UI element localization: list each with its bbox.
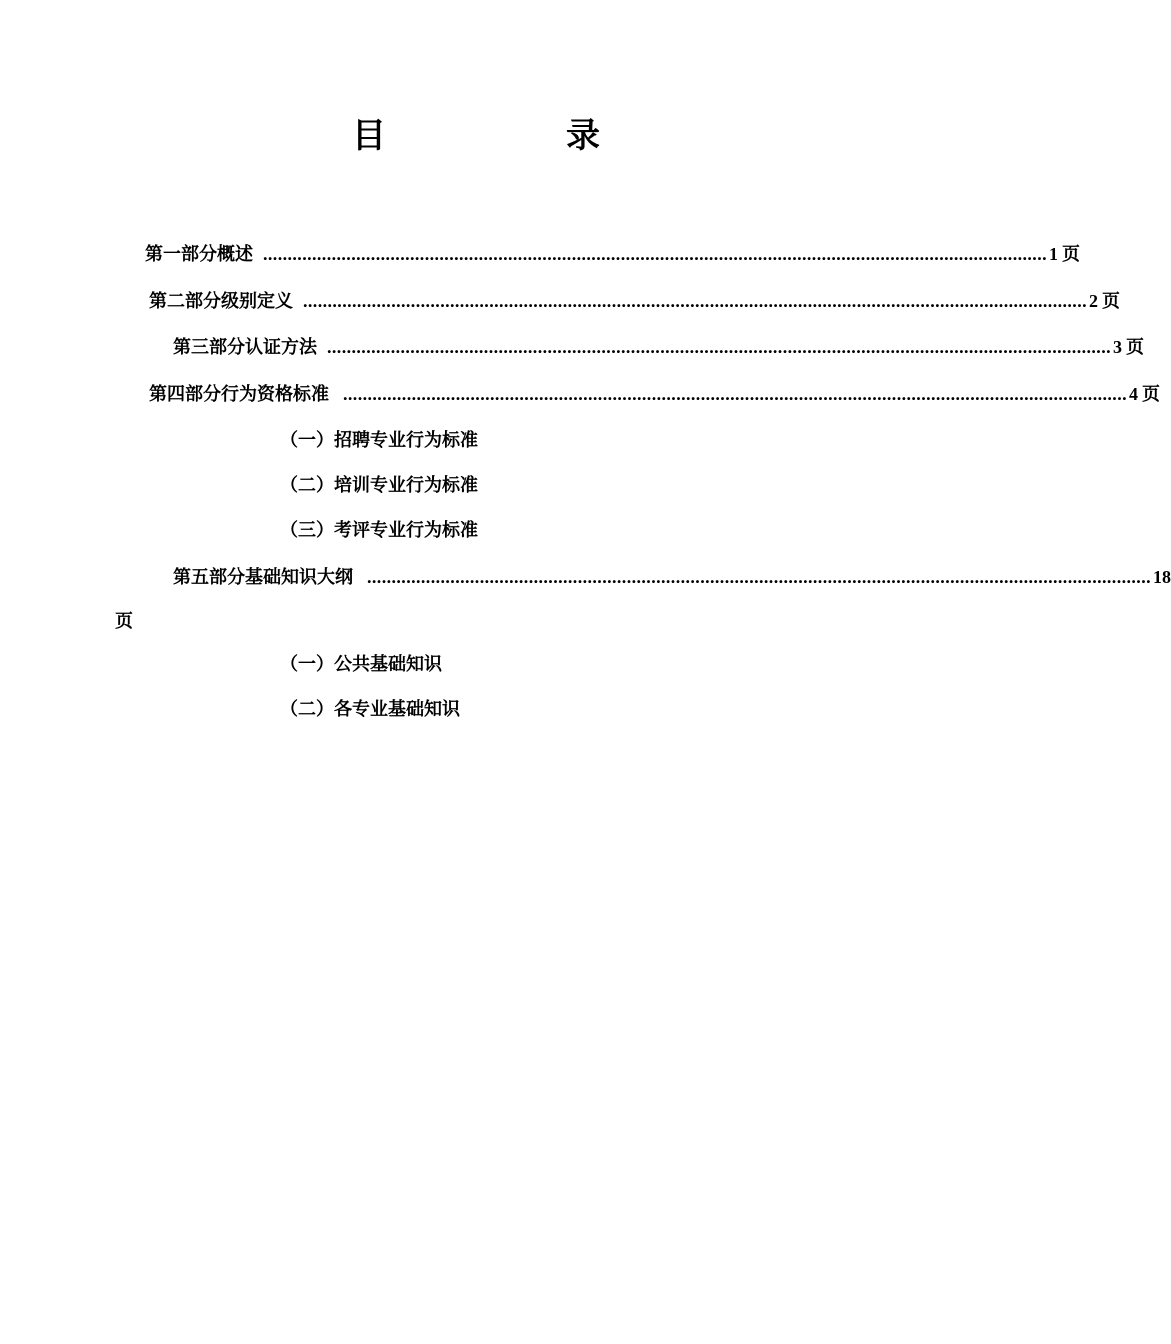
- toc-entry-name: 认证方法: [245, 337, 317, 358]
- toc-leader-dots: ................................................................................................................................................................: [343, 384, 1127, 404]
- toc-entry-4[interactable]: [149, 381, 1160, 407]
- toc-page-unit-wrapped: 页: [115, 611, 133, 632]
- toc-page-unit: 页: [1142, 384, 1160, 405]
- toc-part-label: 第三部分: [173, 337, 245, 358]
- toc-page-number: 3: [1113, 337, 1122, 357]
- toc-subentry[interactable]: （一）公共基础知识: [280, 654, 442, 675]
- toc-entry-name: 基础知识大纲: [245, 567, 353, 588]
- toc-entry-name: 行为资格标准: [221, 384, 329, 405]
- title-char-2: 录: [566, 116, 600, 156]
- toc-page-unit: 页: [1102, 291, 1120, 312]
- toc-leader-dots: ................................................................................................................................................................: [263, 244, 1047, 264]
- toc-entry-2[interactable]: [149, 288, 1120, 314]
- toc-subentry[interactable]: （三）考评专业行为标准: [280, 520, 478, 541]
- toc-part-label: 第一部分: [145, 244, 217, 265]
- toc-entry-1[interactable]: [145, 241, 1080, 267]
- toc-subentry[interactable]: （一）招聘专业行为标准: [280, 430, 478, 451]
- toc-page-unit: 页: [1062, 244, 1080, 265]
- toc-leader-dots: ................................................................................................................................................................: [303, 291, 1087, 311]
- toc-leader-dots: ................................................................................................................................................................: [367, 567, 1151, 587]
- toc-page-number: 2: [1089, 291, 1098, 311]
- toc-page-unit: 页: [1126, 337, 1144, 358]
- toc-page-number: 18: [1153, 567, 1171, 587]
- toc-leader-dots: ................................................................................................................................................................: [327, 337, 1111, 357]
- toc-page-number: 4: [1129, 384, 1138, 404]
- toc-entry-5[interactable]: [173, 564, 1171, 590]
- toc-part-label: 第二部分: [149, 291, 221, 312]
- toc-entry-name: 概述: [217, 244, 253, 265]
- toc-page-number: 1: [1049, 244, 1058, 264]
- toc-entry-3[interactable]: [173, 334, 1144, 360]
- toc-subentry[interactable]: （二）培训专业行为标准: [280, 475, 478, 496]
- toc-entry-name: 级别定义: [221, 291, 293, 312]
- toc-part-label: 第四部分: [149, 384, 221, 405]
- title-char-1: 目: [352, 116, 386, 156]
- toc-subentry[interactable]: （二）各专业基础知识: [280, 699, 460, 720]
- toc-part-label: 第五部分: [173, 567, 245, 588]
